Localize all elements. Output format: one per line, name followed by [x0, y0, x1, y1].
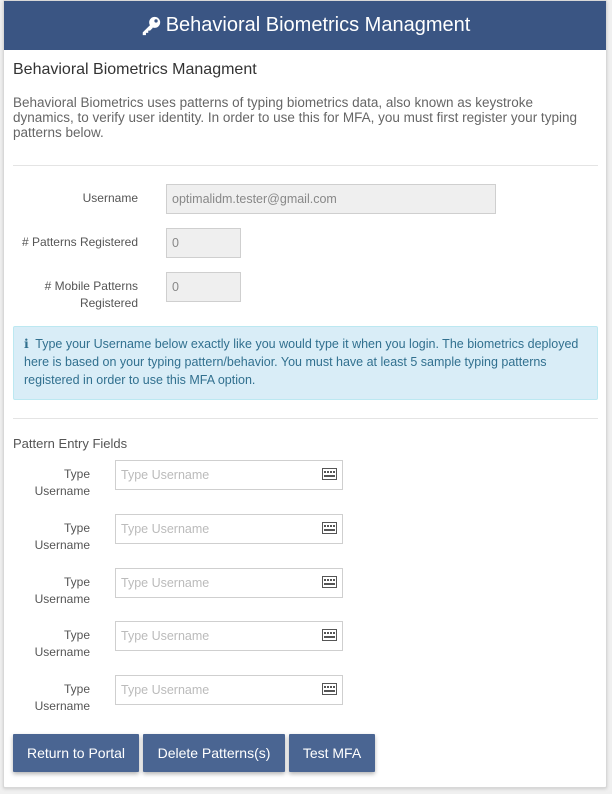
- patterns-registered-label: # Patterns Registered: [21, 235, 138, 249]
- test-mfa-button[interactable]: Test MFA: [289, 734, 375, 772]
- username-label: Username: [82, 191, 138, 205]
- divider: [13, 418, 598, 419]
- key-icon: [140, 15, 162, 37]
- pattern-input-2-wrapper: [115, 514, 343, 544]
- info-alert: [13, 326, 598, 400]
- pattern-label-2: Type Username: [34, 521, 90, 552]
- keyboard-icon[interactable]: [322, 522, 337, 534]
- pattern-input-2[interactable]: [116, 515, 311, 543]
- biometrics-panel: [3, 0, 607, 788]
- pattern-entry-title: Pattern Entry Fields: [13, 436, 128, 451]
- pattern-input-4-wrapper: [115, 621, 343, 651]
- info-icon: i: [24, 336, 29, 351]
- username-field: optimalidm.tester@gmail.com: [166, 184, 496, 214]
- mobile-patterns-field: 0: [166, 272, 241, 302]
- return-to-portal-button[interactable]: Return to Portal: [13, 734, 139, 772]
- mobile-patterns-label: # Mobile Patterns Registered: [44, 279, 138, 310]
- patterns-registered-field: 0: [166, 228, 241, 258]
- pattern-label-3: Type Username: [34, 575, 90, 606]
- pattern-input-5[interactable]: [116, 676, 311, 704]
- pattern-input-3-wrapper: [115, 568, 343, 598]
- section-title: Behavioral Biometrics Managment: [13, 61, 257, 78]
- pattern-input-4[interactable]: [116, 622, 311, 650]
- header-title: Behavioral Biometrics Managment: [165, 14, 471, 36]
- pattern-input-3[interactable]: [116, 569, 311, 597]
- pattern-input-1[interactable]: [116, 461, 311, 489]
- pattern-label-4: Type Username: [34, 628, 90, 659]
- keyboard-icon[interactable]: [322, 576, 337, 588]
- intro-text: Behavioral Biometrics uses patterns of typing biometrics data, also known as keystroke dynamics, to verify user identity. In order to use this for MFA, you must first register your typing patterns below.: [13, 95, 577, 140]
- pattern-label-5: Type Username: [34, 682, 90, 713]
- panel-header: [4, 1, 606, 50]
- pattern-label-1: Type Username: [34, 467, 90, 498]
- info-text: Type your Username below exactly like you would type it when you login. The biometrics deployed here is based on your typing pattern/behavior. You must have at least 5 sample typing patterns registered in order to use this MFA option.: [24, 337, 579, 387]
- delete-patterns-button[interactable]: Delete Patterns(s): [143, 734, 285, 772]
- keyboard-icon[interactable]: [322, 468, 337, 480]
- pattern-input-1-wrapper: [115, 460, 343, 490]
- divider: [13, 165, 598, 166]
- pattern-input-5-wrapper: [115, 675, 343, 705]
- keyboard-icon[interactable]: [322, 683, 337, 695]
- keyboard-icon[interactable]: [322, 629, 337, 641]
